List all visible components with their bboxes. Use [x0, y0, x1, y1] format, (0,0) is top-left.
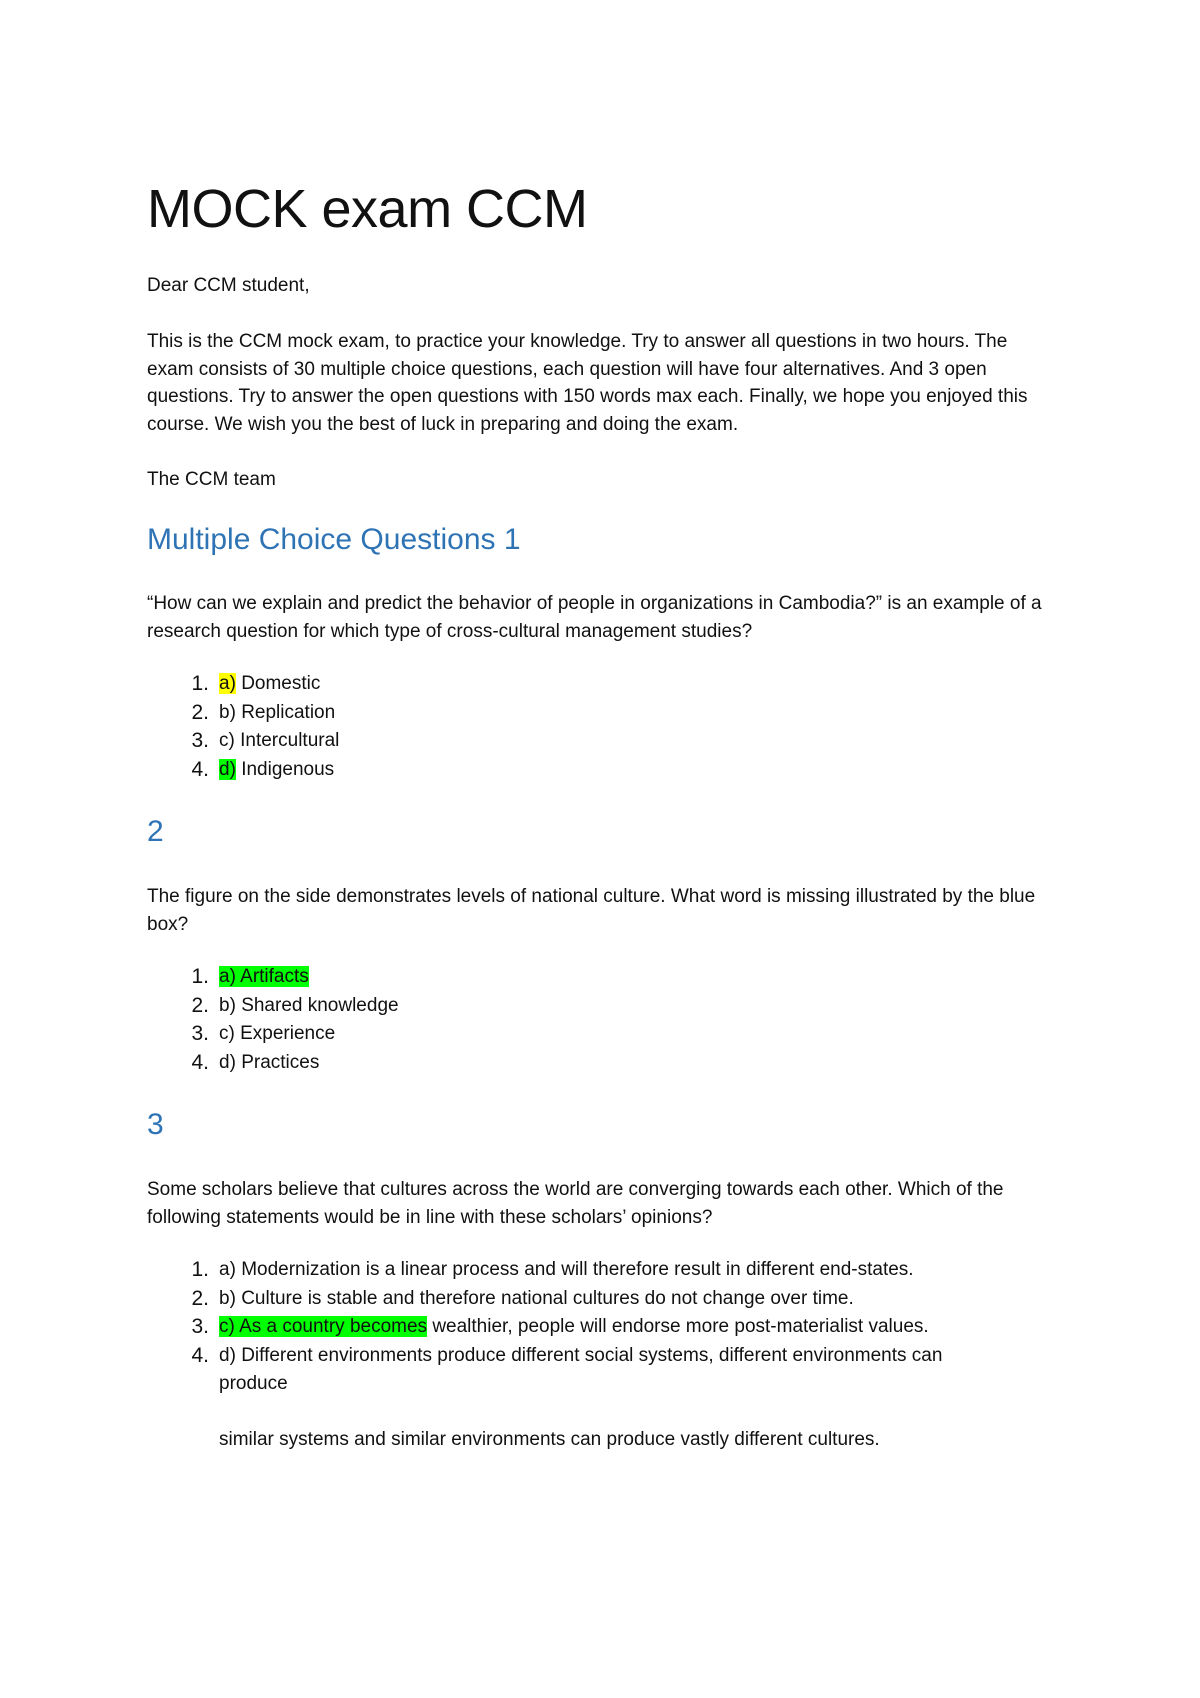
list-item: [147, 1342, 1047, 1455]
section-heading: Multiple Choice Questions 1: [147, 523, 521, 556]
option-number: 2.: [191, 993, 209, 1017]
option-number: 2.: [191, 1286, 209, 1310]
list-item: [147, 1020, 1047, 1049]
question-2-options: [147, 963, 1047, 1077]
list-item: [147, 699, 1047, 728]
option-label: Different environments produce different social systems, different environments can: [241, 1344, 943, 1366]
option-letter: d): [219, 1051, 236, 1073]
list-item: [147, 1049, 1047, 1078]
option-letter: a): [219, 966, 236, 987]
option-label: Domestic: [241, 673, 321, 694]
option-label: Modernization is a linear process and will therefore result in different end-states.: [241, 1259, 914, 1280]
option-label: Indigenous: [241, 758, 335, 780]
document-title: MOCK exam CCM: [147, 179, 588, 239]
option-label: Shared knowledge: [241, 994, 399, 1016]
option-label-highlighted: As a country becomes: [239, 1316, 428, 1337]
option-number: 4.: [191, 1343, 209, 1367]
option-number: 1.: [191, 965, 209, 988]
option-letter: d): [219, 758, 236, 780]
list-item: [147, 756, 1047, 785]
option-label-continuation: produce: [219, 1373, 288, 1394]
question-1-text: “How can we explain and predict the behavior of people in organizations in Cambodia?” is an example of a research question for which type of cross-cultural management studies?: [147, 593, 1042, 642]
option-number: 4.: [191, 757, 209, 781]
option-number: 1.: [191, 1258, 209, 1281]
question-2-number: 2: [147, 815, 164, 848]
option-letter: d): [219, 1344, 236, 1366]
option-letter: c): [219, 1023, 235, 1044]
intro-paragraph: This is the CCM mock exam, to practice your knowledge. Try to answer all questions in two hours. The exam consists of 30 multiple choice questions, each question will have four alternatives. And 3 open questions. Try to answer the open questions with 150 words max each. Finally, we hope you enjoyed this course. We wish you the best of luck in preparing and doing the exam.: [147, 331, 1028, 435]
list-item: [147, 670, 1047, 699]
signoff: The CCM team: [147, 469, 276, 490]
option-number: 3.: [191, 1022, 209, 1045]
option-number: 4.: [191, 1050, 209, 1074]
option-number: 3.: [191, 729, 209, 752]
option-label: Culture is stable and therefore national cultures do not change over time.: [241, 1287, 854, 1309]
list-item: [147, 727, 1047, 756]
list-item: [147, 963, 1047, 992]
question-3-number: 3: [147, 1108, 164, 1141]
option-label: Replication: [241, 701, 336, 723]
option-label-rest: wealthier, people will endorse more post-materialist values.: [427, 1316, 929, 1337]
option-number: 3.: [191, 1315, 209, 1338]
option-letter: b): [219, 994, 236, 1016]
option-letter: a): [219, 673, 236, 694]
option-label: Practices: [241, 1051, 320, 1073]
option-label: Artifacts: [240, 966, 309, 987]
option-letter: c): [219, 1316, 235, 1337]
greeting: Dear CCM student,: [147, 275, 310, 296]
option-label: Experience: [240, 1023, 336, 1044]
list-item: [147, 1256, 1047, 1285]
question-3-text: Some scholars believe that cultures across the world are converging towards each other. Which of the following statements would be in line with these scholars’ opinions?: [147, 1179, 1004, 1228]
question-2-text: The figure on the side demonstrates levels of national culture. What word is missing illustrated by the blue box?: [147, 886, 1036, 935]
option-letter: a): [219, 1259, 236, 1280]
option-label: Intercultural: [240, 730, 340, 751]
option-letter: c): [219, 730, 235, 751]
option-number: 1.: [191, 672, 209, 695]
option-label-continuation-2: similar systems and similar environments can produce vastly different cultures.: [219, 1428, 880, 1450]
question-1-options: [147, 670, 1047, 784]
question-3-options: [147, 1256, 1047, 1454]
option-letter: b): [219, 1287, 236, 1309]
option-letter: b): [219, 701, 236, 723]
list-item: [147, 992, 1047, 1021]
option-number: 2.: [191, 700, 209, 724]
list-item: [147, 1285, 1047, 1314]
paragraph-gap: [219, 1399, 1047, 1426]
list-item: [147, 1313, 1047, 1342]
